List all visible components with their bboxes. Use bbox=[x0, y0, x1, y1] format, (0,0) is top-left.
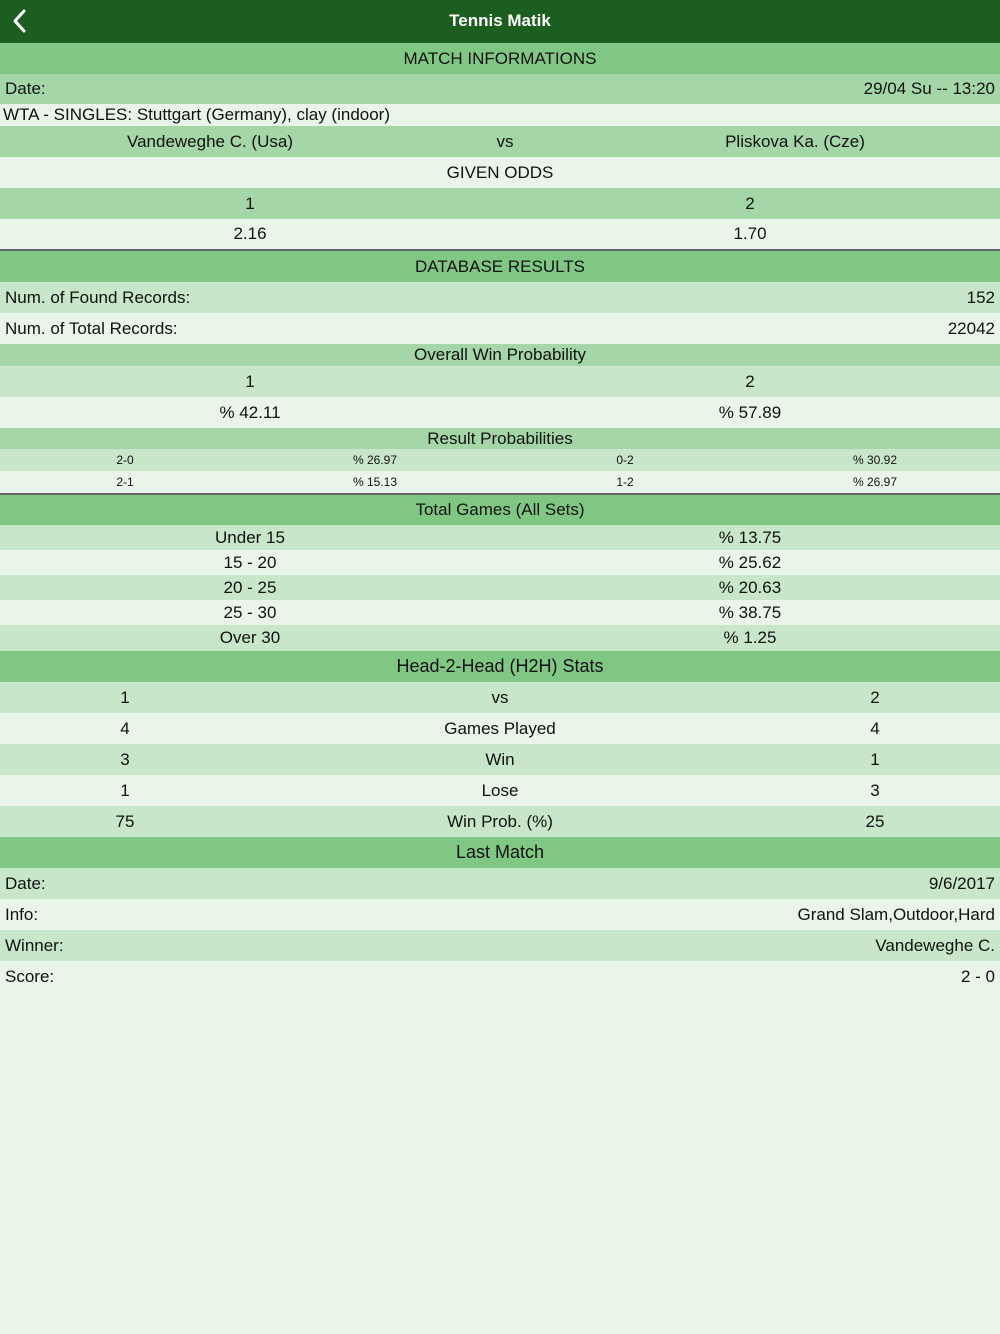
h2h-player2-value: 25 bbox=[865, 811, 885, 831]
result-prob-header bbox=[0, 428, 1000, 449]
database-header-label: DATABASE RESULTS bbox=[414, 256, 586, 276]
odds-col2-label: 2 bbox=[745, 193, 755, 213]
result-prob-score: 2-0 bbox=[116, 453, 134, 467]
players-row bbox=[0, 126, 1000, 157]
odds-columns-row bbox=[0, 188, 1000, 219]
h2h-stat-label: Win bbox=[485, 749, 515, 769]
total-games-row bbox=[0, 600, 1000, 625]
total-games-range: Over 30 bbox=[219, 628, 281, 647]
h2h-player2-value: 2 bbox=[870, 687, 880, 707]
last-match-date-row bbox=[0, 868, 1000, 899]
overall-prob-value-2: % 57.89 bbox=[718, 402, 782, 422]
last-match-score-value: 2 - 0 bbox=[960, 966, 995, 986]
last-match-winner-label: Winner: bbox=[5, 935, 64, 955]
h2h-row bbox=[0, 806, 1000, 837]
last-match-date-value: 9/6/2017 bbox=[928, 873, 995, 893]
overall-prob-header-label: Overall Win Probability bbox=[414, 345, 586, 364]
total-games-range: 20 - 25 bbox=[223, 577, 277, 597]
h2h-stat-label: vs bbox=[491, 687, 509, 707]
h2h-stat-label: Win Prob. (%) bbox=[447, 811, 553, 831]
last-match-info-row bbox=[0, 899, 1000, 930]
result-prob-value: % 26.97 bbox=[352, 453, 398, 467]
overall-prob-values-row bbox=[0, 397, 1000, 428]
h2h-row bbox=[0, 682, 1000, 713]
match-date-value: 29/04 Su -- 13:20 bbox=[863, 79, 995, 98]
result-prob-value: % 30.92 bbox=[852, 453, 898, 467]
overall-prob-value-1: % 42.11 bbox=[219, 402, 281, 422]
total-records-row bbox=[0, 313, 1000, 344]
result-prob-value: % 26.97 bbox=[852, 475, 898, 489]
total-records-value: 22042 bbox=[947, 318, 995, 338]
tournament-name: WTA - SINGLES: Stuttgart (Germany), clay (indoor) bbox=[3, 105, 391, 124]
last-match-date-label: Date: bbox=[5, 873, 46, 893]
total-games-header-label: Total Games (All Sets) bbox=[415, 500, 585, 519]
total-games-percent: % 13.75 bbox=[718, 527, 782, 547]
player2-name: Pliskova Ka. (Cze) bbox=[725, 131, 865, 151]
total-games-row bbox=[0, 525, 1000, 550]
total-games-range: Under 15 bbox=[215, 527, 285, 547]
h2h-player1-value: 4 bbox=[120, 718, 130, 738]
odds-values-row bbox=[0, 219, 1000, 251]
result-prob-header-label: Result Probabilities bbox=[427, 428, 573, 448]
match-date-label: Date: bbox=[5, 79, 46, 98]
tournament-row bbox=[0, 104, 1000, 126]
h2h-player1-value: 75 bbox=[115, 811, 135, 831]
last-match-header-label: Last Match bbox=[455, 842, 545, 862]
total-games-row bbox=[0, 575, 1000, 600]
result-prob-value: % 15.13 bbox=[352, 475, 398, 489]
last-match-score-row bbox=[0, 961, 1000, 992]
last-match-winner-row bbox=[0, 930, 1000, 961]
odds-value-1: 2.16 bbox=[233, 224, 267, 243]
h2h-stat-label: Lose bbox=[481, 780, 519, 800]
result-prob-score: 1-2 bbox=[616, 475, 634, 489]
h2h-player1-value: 1 bbox=[120, 687, 130, 707]
given-odds-header bbox=[0, 157, 1000, 188]
player1-name: Vandeweghe C. (Usa) bbox=[127, 131, 293, 151]
total-games-row bbox=[0, 625, 1000, 651]
odds-col1-label: 1 bbox=[245, 193, 255, 213]
last-match-info-label: Info: bbox=[5, 904, 39, 924]
h2h-stat-label: Games Played bbox=[444, 718, 556, 738]
found-records-label: Num. of Found Records: bbox=[5, 287, 191, 307]
last-match-info-value: Grand Slam,Outdoor,Hard bbox=[797, 904, 995, 924]
match-info-header-label: MATCH INFORMATIONS bbox=[403, 48, 597, 68]
total-records-label: Num. of Total Records: bbox=[5, 318, 178, 338]
found-records-value: 152 bbox=[966, 287, 995, 307]
navigation-bar bbox=[0, 0, 1000, 43]
total-games-header bbox=[0, 495, 1000, 525]
last-match-header bbox=[0, 837, 1000, 868]
h2h-header-label: Head-2-Head (H2H) Stats bbox=[396, 656, 604, 676]
h2h-player1-value: 3 bbox=[120, 749, 130, 769]
h2h-player2-value: 4 bbox=[870, 718, 880, 738]
total-games-percent: % 1.25 bbox=[723, 628, 777, 647]
h2h-player2-value: 1 bbox=[870, 749, 880, 769]
total-games-range: 15 - 20 bbox=[223, 552, 277, 572]
h2h-header bbox=[0, 651, 1000, 682]
h2h-row bbox=[0, 775, 1000, 806]
total-games-percent: % 25.62 bbox=[718, 552, 782, 572]
match-details bbox=[0, 43, 1000, 992]
result-prob-score: 2-1 bbox=[116, 475, 134, 489]
given-odds-header-label: GIVEN ODDS bbox=[446, 162, 554, 182]
match-info-header bbox=[0, 43, 1000, 74]
vs-label: vs bbox=[496, 131, 514, 151]
overall-prob-col2: 2 bbox=[745, 371, 755, 391]
total-games-row bbox=[0, 550, 1000, 575]
h2h-row bbox=[0, 744, 1000, 775]
overall-prob-header bbox=[0, 344, 1000, 366]
odds-value-2: 1.70 bbox=[733, 224, 767, 243]
overall-prob-col1: 1 bbox=[245, 371, 255, 391]
last-match-winner-value: Vandeweghe C. bbox=[875, 935, 995, 955]
total-games-percent: % 20.63 bbox=[718, 577, 782, 597]
result-prob-score: 0-2 bbox=[616, 453, 634, 467]
last-match-score-label: Score: bbox=[5, 966, 55, 986]
overall-prob-columns-row bbox=[0, 366, 1000, 397]
found-records-row bbox=[0, 282, 1000, 313]
database-header bbox=[0, 251, 1000, 282]
total-games-percent: % 38.75 bbox=[718, 602, 782, 622]
h2h-player1-value: 1 bbox=[120, 780, 130, 800]
total-games-range: 25 - 30 bbox=[223, 602, 277, 622]
h2h-row bbox=[0, 713, 1000, 744]
h2h-player2-value: 3 bbox=[870, 780, 880, 800]
result-prob-row bbox=[0, 449, 1000, 471]
result-prob-row bbox=[0, 471, 1000, 495]
match-date-row bbox=[0, 74, 1000, 104]
app-title: Tennis Matik bbox=[449, 11, 551, 30]
